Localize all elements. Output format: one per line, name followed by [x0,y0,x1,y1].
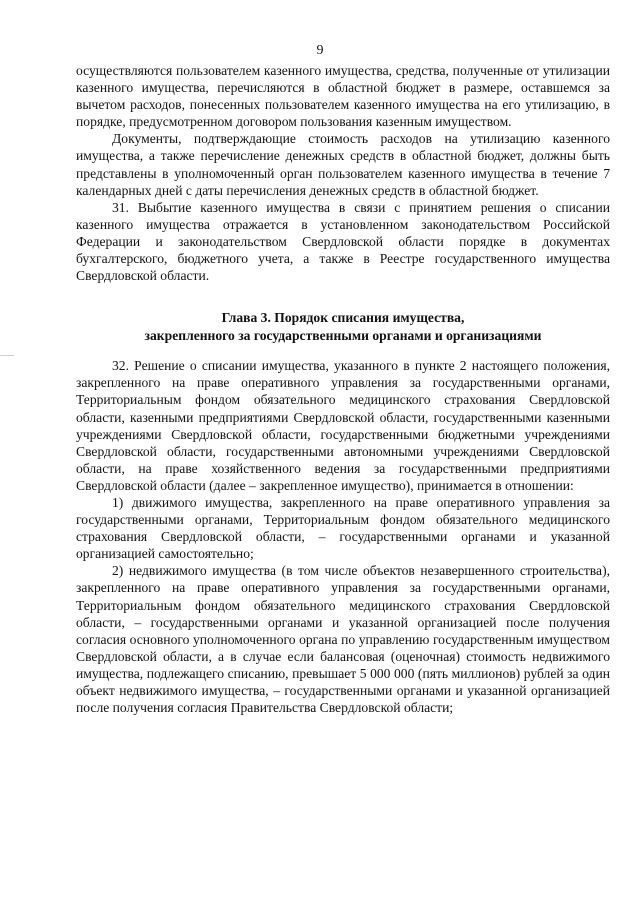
paragraph-32: 32. Решение о списании имущества, указанного в пункте 2 настоящего положения, закрепленного на праве оперативного управления за государственными органами, Территориальным фондом обязательного медицинского страхования Свердловской области, казенными предприятиями Свердловской области, государственными казенными учреждениями Свердловской области, государственными бюджетными учреждениями Свердловской области, государственными автономными учреждениями Свердловской области, на праве хозяйственного ведения за государственными предприятиями Свердловской области (далее – закрепленное имущество), принимается в отношении: [76,358,610,493]
paragraph-documents: Документы, подтверждающие стоимость расходов на утилизацию казенного имущества, а также перечисление денежных средств в областной бюджет, должны быть представлены в уполномоченный орган пользователем казенного имущества в течение 7 календарных дней с даты перечисления денежных средств в областной бюджет. [76,131,610,198]
chapter-heading-line-2: закрепленного за государственными органами и организациями [144,328,542,344]
paragraph-31: 31. Выбытие казенного имущества в связи с принятием решения о списании казенного имущества отражается в установленном законодательством Российской Федерации и законодательством Свердловской области порядке в документах бухгалтерского, бюджетного учета, а также в Реестре государственного имущества Свердловской области. [76,199,610,284]
chapter-heading [76,309,610,345]
paragraph-item-2: 2) недвижимого имущества (в том числе объектов незавершенного строительства), закрепленного на праве оперативного управления за государственными органами, Территориальным фондом обязательного медицинского страхования Свердловской области, – государственными органами и указанной организацией после получения согласия основного уполномоченного органа по управлению государственным имуществом Свердловской области, а в случае если балансовая (оценочная) стоимость недвижимого имущества, подлежащего списанию, превышает 5 000 000 (пять миллионов) рублей за один объект недвижимого имущества, – государственными органами и указанной организацией после получения согласия Правительства Свердловской области; [76,563,610,716]
page-number: 9 [316,43,324,58]
document-body [76,62,610,716]
paragraph-item-1: 1) движимого имущества, закрепленного на праве оперативного управления за государственными органами, Территориальным фондом обязательного медицинского страхования Свердловской области, – государственными органами и указанной организацией самостоятельно; [76,494,610,562]
margin-mark [0,355,14,356]
chapter-heading-line-1: Глава 3. Порядок списания имущества, [221,310,465,326]
paragraph-continuation: осуществляются пользователем казенного имущества, средства, полученные от утилизации казенного имущества, перечисляются в областной бюджет в размере, оставшемся за вычетом расходов, понесенных пользователем казенного имущества на его утилизацию, в порядке, предусмотренном договором пользования казенным имуществом. [76,63,610,130]
